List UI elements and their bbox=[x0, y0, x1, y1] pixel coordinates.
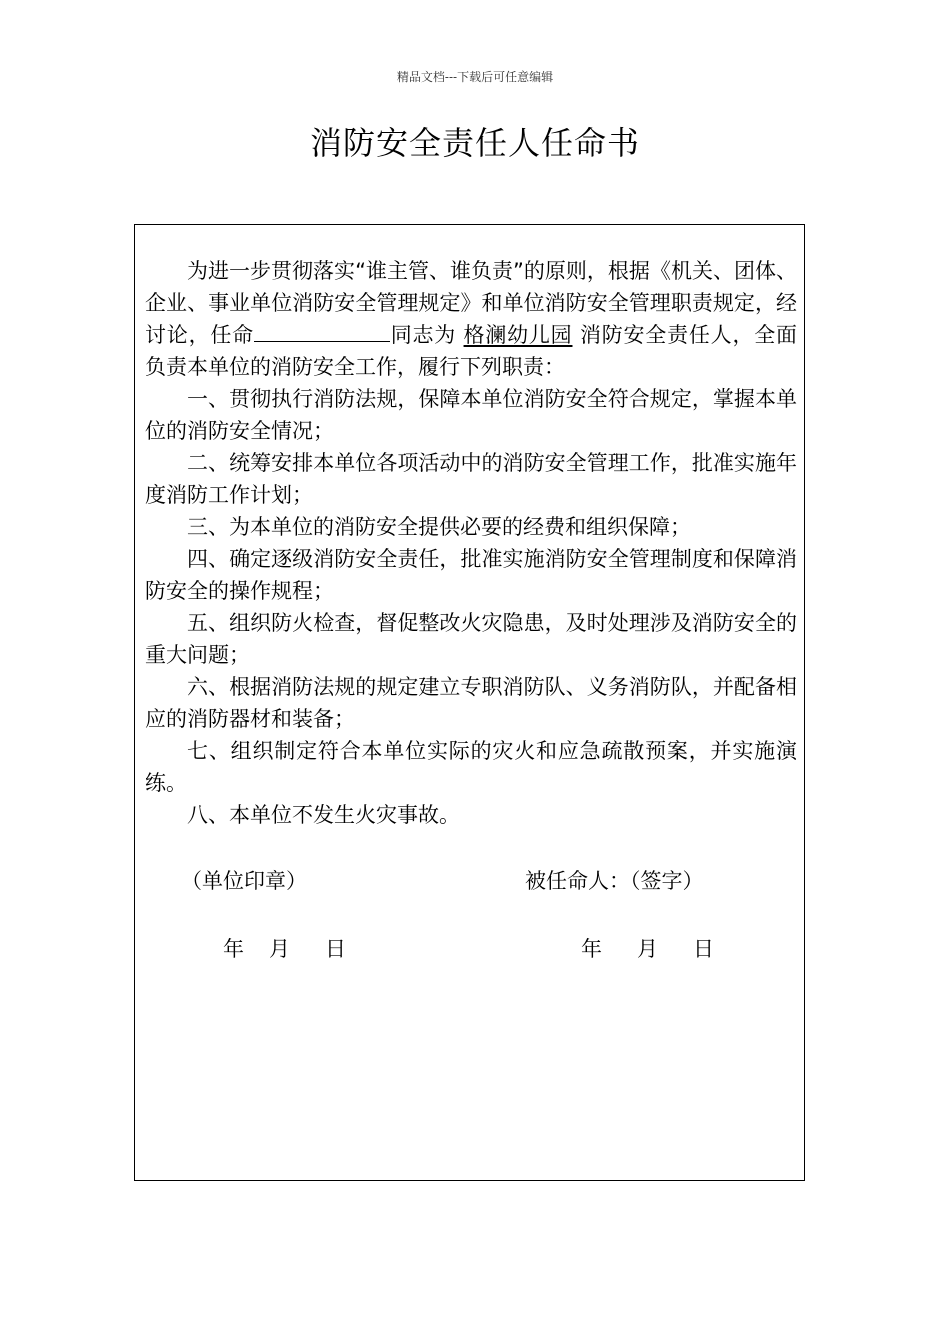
document-title: 消防安全责任人任命书 bbox=[309, 124, 640, 162]
appointee-date-day: 日 bbox=[693, 937, 714, 961]
unit-seal-label: （单位印章） bbox=[181, 869, 307, 893]
appointee-date-month: 月 bbox=[637, 937, 658, 961]
duty-item-3: 三、为本单位的消防安全提供必要的经费和组织保障； bbox=[187, 515, 691, 539]
duty-item-2: 二、统筹安排本单位各项活动中的消防安全管理工作，批准实施年度消防工作计划； bbox=[145, 451, 797, 507]
duty-item-1: 一、贯彻执行消防法规，保障本单位消防安全符合规定，掌握本单位的消防安全情况； bbox=[145, 387, 797, 443]
seal-date-day: 日 bbox=[325, 937, 346, 961]
appointee-signature-label: 被任命人：（签字） bbox=[525, 869, 704, 893]
intro-text-2: 同志为 bbox=[389, 323, 457, 347]
document-body bbox=[145, 255, 797, 831]
seal-date-year: 年 bbox=[223, 937, 244, 961]
duty-item-7: 七、组织制定符合本单位实际的灾火和应急疏散预案，并实施演练。 bbox=[145, 739, 797, 795]
duty-item-4: 四、确定逐级消防安全责任，批准实施消防安全管理制度和保障消防安全的操作规程； bbox=[145, 547, 797, 603]
unit-name: 格澜幼儿园 bbox=[463, 323, 573, 347]
duty-item-8: 八、本单位不发生火灾事故。 bbox=[187, 803, 460, 827]
appointee-date-year: 年 bbox=[581, 937, 602, 961]
duty-item-6: 六、根据消防法规的规定建立专职消防队、义务消防队，并配备相应的消防器材和装备； bbox=[145, 675, 797, 731]
document-frame bbox=[134, 224, 805, 1181]
appointee-name-blank bbox=[254, 319, 390, 342]
intro-paragraph bbox=[145, 255, 797, 383]
duty-item-5: 五、组织防火检查，督促整改火灾隐患，及时处理涉及消防安全的重大问题； bbox=[145, 611, 797, 667]
intro-text-3: 消防安全责任人，全面负责本单位的消防安全工作，履行下列职责： bbox=[145, 323, 798, 379]
seal-date-month: 月 bbox=[269, 937, 290, 961]
header-note: 精品文档---下载后可任意编辑 bbox=[396, 70, 554, 84]
intro-text-1: 为进一步贯彻落实“谁主管、谁负责”的原则，根据《机关、团体、企业、事业单位消防安全管理规定》和单位消防安全管理职责规定，经讨论，任命 bbox=[145, 259, 797, 347]
